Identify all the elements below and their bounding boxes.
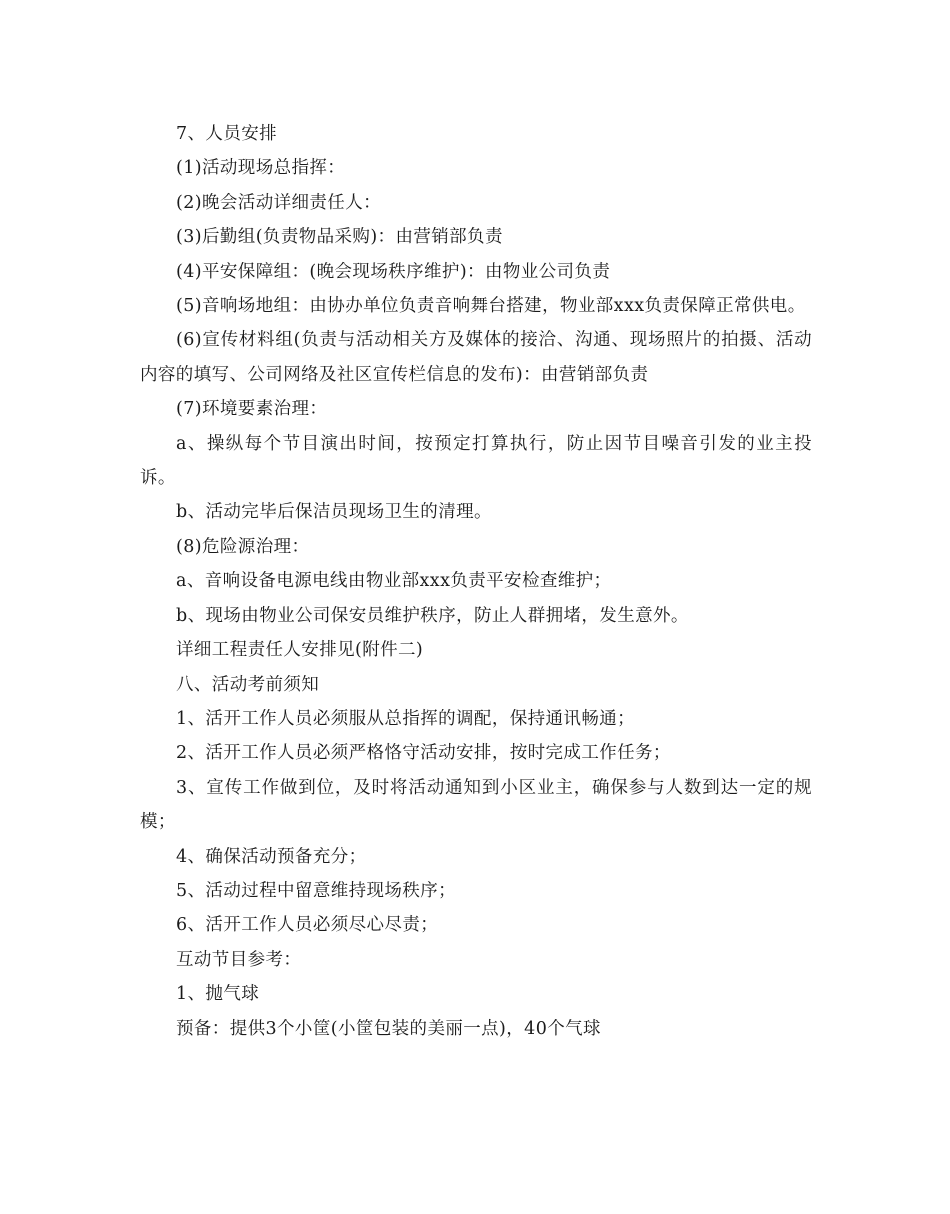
list-item: (5)音响场地组：由协办单位负责音响舞台搭建，物业部xxx负责保障正常供电。: [176, 296, 806, 317]
list-item: 4、确保活动预备充分；: [176, 846, 367, 867]
section-heading-games: 互动节目参考：: [176, 949, 302, 970]
list-item: (8)危险源治理：: [176, 536, 310, 557]
list-item: (4)平安保障组：(晚会现场秩序维护)：由物业公司负责: [176, 261, 611, 282]
list-item: 3、宣传工作做到位，及时将活动通知到小区业主，确保参与人数到达一定的规模；: [140, 777, 812, 833]
document-body: [140, 117, 812, 1046]
list-item: b、现场由物业公司保安员维护秩序，防止人群拥堵，发生意外。: [176, 605, 689, 626]
list-item: (1)活动现场总指挥：: [176, 158, 346, 179]
list-item: (2)晚会活动详细责任人：: [176, 192, 381, 213]
list-item: (7)环境要素治理：: [176, 399, 328, 420]
list-item: 6、活开工作人员必须尽心尽责；: [176, 915, 439, 936]
section-heading-notes: 八、活动考前须知: [176, 674, 320, 695]
section-heading-staffing: 7、人员安排: [176, 124, 278, 144]
list-item: 5、活动过程中留意维持现场秩序；: [176, 880, 457, 901]
list-item: a、音响设备电源电线由物业部xxx负责平安检查维护；: [176, 571, 612, 592]
list-item: (6)宣传材料组(负责与活动相关方及媒体的接洽、沟通、现场照片的拍摄、活动内容的填写、公司网络及社区宣传栏信息的发布)：由营销部负责: [140, 330, 812, 385]
list-item: b、活动完毕后保洁员现场卫生的清理。: [176, 502, 492, 523]
body-paragraph: 预备：提供3个小筐(小筐包装的美丽一点)，40个气球: [176, 1018, 601, 1039]
list-item: 1、活开工作人员必须服从总指挥的调配，保持通讯畅通；: [176, 708, 636, 729]
list-item: 1、抛气球: [176, 984, 260, 1005]
list-item: a、操纵每个节目演出时间，按预定打算执行，防止因节目噪音引发的业主投诉。: [140, 433, 812, 489]
body-paragraph: 详细工程责任人安排见(附件二): [176, 640, 424, 661]
list-item: (3)后勤组(负责物品采购)：由营销部负责: [176, 227, 503, 248]
list-item: 2、活开工作人员必须严格恪守活动安排，按时完成工作任务；: [176, 743, 671, 764]
